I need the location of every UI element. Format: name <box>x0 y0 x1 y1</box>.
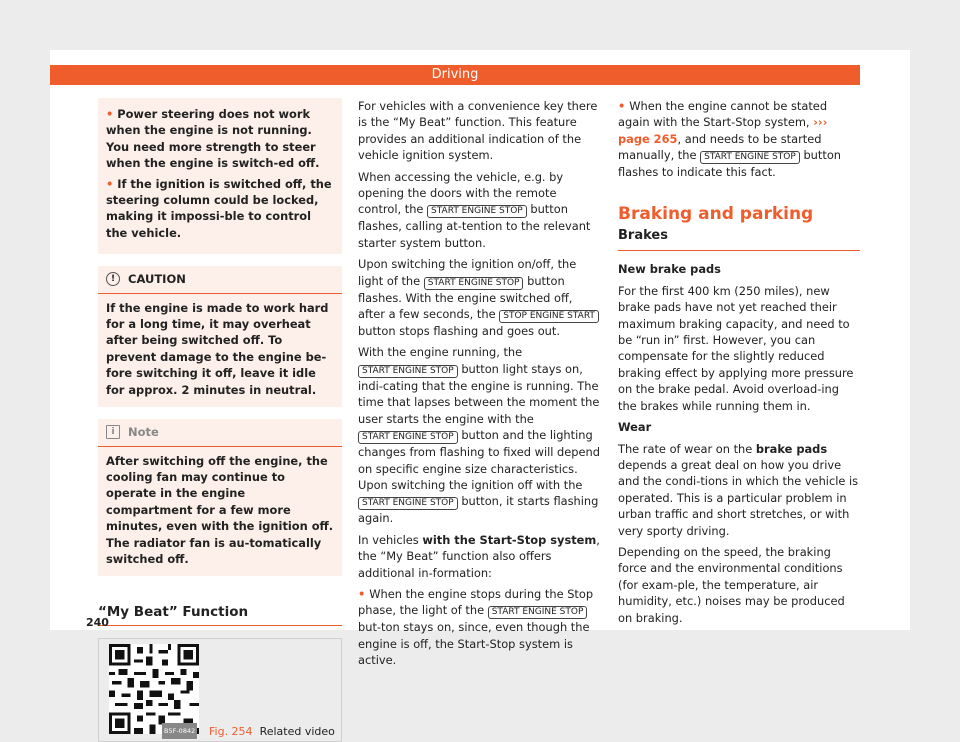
paragraph <box>358 532 602 581</box>
caution-title: CAUTION <box>128 272 186 287</box>
column-right <box>618 98 860 631</box>
paragraph <box>358 344 602 526</box>
text: button flashes, calling at-tention to the relevant starter system button. <box>358 202 591 250</box>
paragraph <box>618 441 860 539</box>
column-left <box>98 98 342 742</box>
figure-caption <box>209 724 335 740</box>
exclamation-icon: ! <box>106 272 120 286</box>
note-box <box>98 419 342 576</box>
text: In vehicles <box>358 532 419 547</box>
text: The rate of wear on the <box>618 441 753 456</box>
text: button flashes to indicate this fact. <box>618 148 842 180</box>
paragraph <box>358 169 602 252</box>
paragraph: Depending on the speed, the braking force and the environmental conditions (for exam-ple, the temperature, air humidity, etc.) noises may be produced on braking. <box>618 544 845 625</box>
start-engine-stop-label: START ENGINE STOP <box>358 431 458 444</box>
note-body: After switching off the engine, the cooling fan may continue to operate in the engine compartment for a few more minutes, even with the ignition off. The radiator fan is au-tomatically switched off. <box>106 453 334 566</box>
warning-text: Power steering does not work when the engine is not running. You need more strength to steer when the engine is switch-ed off. <box>106 107 320 171</box>
note-header <box>98 419 342 446</box>
text: but-ton stays on, since, even though the engine is off, the Start-Stop system is active. <box>358 620 590 668</box>
paragraph <box>358 256 602 339</box>
text: depends a great deal on how you drive and the condi-tions in which the vehicle is operated. This is a particular problem in urban traffic and short stretches, or with very sporty driving. <box>618 457 859 538</box>
header-bar <box>50 65 860 85</box>
column-middle <box>358 98 602 674</box>
info-icon: i <box>106 425 120 439</box>
list-item <box>618 98 860 181</box>
text: button and the lighting changes from flashing to fixed will depend on specific engine size characteristics. Upon switching the ignition off with the <box>358 428 600 492</box>
text: button flashes. With the engine switched off, after a few seconds, the <box>358 273 573 322</box>
bullet-icon: • <box>358 586 370 601</box>
figure-caption-text: Related video <box>259 724 335 738</box>
text: , and needs to be started manually, the <box>618 131 822 163</box>
paragraph: For the first 400 km (250 miles), new brake pads have not yet reached their maximum braking capacity, and need to be “run in” first. However, you can compensate for the slightly reduced braking effect by applying more pressure on the brake pedal. Avoid overload-ing the brakes while running them in. <box>618 283 854 413</box>
bullet-icon: • <box>106 107 118 121</box>
warning-text: If the ignition is switched off, the steering column could be locked, making it impossi-ble to control the vehicle. <box>106 176 332 240</box>
text: , the “My Beat” function also offers additional in-formation: <box>358 532 600 580</box>
start-engine-stop-label: START ENGINE STOP <box>427 205 527 218</box>
start-engine-stop-label: START ENGINE STOP <box>424 277 524 290</box>
header-title: Driving <box>431 67 479 82</box>
text: button stops flashing and goes out. <box>358 324 560 339</box>
heading-wear: Wear <box>618 420 652 435</box>
start-engine-stop-label: START ENGINE STOP <box>700 151 800 164</box>
text: When the engine stops during the Stop phase, the light of the <box>358 586 594 618</box>
figure-related-video[interactable] <box>98 638 342 742</box>
heading-new-brake-pads: New brake pads <box>618 262 721 277</box>
figure-number: Fig. 254 <box>209 724 253 738</box>
emphasis: with the Start-Stop system <box>422 532 597 547</box>
warning-box <box>98 98 342 254</box>
text: button, it starts flashing again. <box>358 494 599 526</box>
subsection-title-brakes: Brakes <box>618 228 860 251</box>
figure-code: B5F-0842 <box>162 723 197 739</box>
qr-code-icon <box>109 644 199 734</box>
stop-engine-start-label: STOP ENGINE START <box>499 310 599 323</box>
note-title: Note <box>128 425 159 440</box>
page-reference-link[interactable]: ››› page 265 <box>618 115 828 146</box>
paragraph: For vehicles with a convenience key there is the “My Beat” function. This feature provides an additional indication of the vehicle ignition system. <box>358 99 598 163</box>
warning-item <box>106 176 332 242</box>
warning-item <box>106 106 332 172</box>
text: When the engine cannot be stated again with the Start-Stop system, <box>618 99 828 130</box>
start-engine-stop-label: START ENGINE STOP <box>358 497 458 510</box>
text: Upon switching the ignition on/off, the light of the <box>358 257 577 288</box>
caution-box <box>98 266 342 407</box>
page-number: 240 <box>86 616 109 629</box>
list-item <box>358 586 602 669</box>
bullet-icon: • <box>618 99 630 113</box>
bullet-icon: • <box>106 176 118 191</box>
caution-body: If the engine is made to work hard for a long time, it may overheat after being switched off. To prevent damage to the engine be-fore switching it off, leave it idle for approx. 2 minutes in neutral. <box>106 300 329 397</box>
section-title-my-beat: “My Beat” Function <box>98 604 342 625</box>
text: When accessing the vehicle, e.g. by opening the doors with the remote control, the <box>358 169 564 217</box>
start-engine-stop-label: START ENGINE STOP <box>358 365 458 378</box>
text: With the engine running, the <box>358 345 523 360</box>
emphasis: brake pads <box>755 441 828 456</box>
caution-header <box>98 266 342 293</box>
section-title-braking: Braking and parking <box>618 203 814 224</box>
start-engine-stop-label: START ENGINE STOP <box>488 606 588 619</box>
text: button light stays on, indi-cating that the engine is running. The time that lapses between the moment the user starts the engine with the <box>358 361 600 426</box>
